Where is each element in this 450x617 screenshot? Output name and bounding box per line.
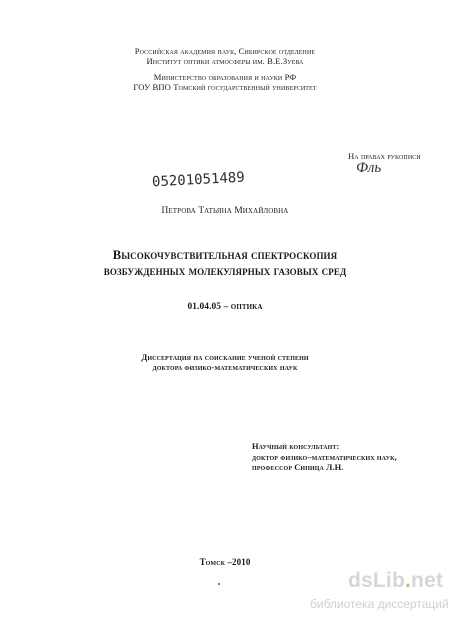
signature: Фль xyxy=(356,160,382,176)
header-line-institute: Институт оптики атмосферы им. В.Е.Зуева xyxy=(146,56,304,66)
author-name: Петрова Татьяна Михайловна xyxy=(161,206,289,216)
header-block xyxy=(0,46,450,92)
advisor-name: профессор Синица Л.Н. xyxy=(252,463,344,472)
title-line-2: возбужденных молекулярных газовых сред xyxy=(103,264,347,278)
degree-line-2: доктора физико-математических наук xyxy=(152,362,298,372)
advisor-block xyxy=(252,442,397,474)
city-year: Томск –2010 xyxy=(199,557,251,567)
degree-line-1: Диссертация на соискание ученой степени xyxy=(141,352,309,362)
manuscript-note: На правах рукописи xyxy=(348,151,421,161)
watermark-logo-main: dsLib xyxy=(348,569,405,592)
advisor-label: Научный консультант: xyxy=(252,442,340,451)
scan-speck xyxy=(218,583,220,585)
dissertation-title xyxy=(0,247,450,279)
specialty-code: 01.04.05 – оптика xyxy=(187,302,263,312)
watermark-subtitle: библиотека диссертаций xyxy=(310,597,449,611)
watermark-logo-dot: . xyxy=(405,569,412,592)
header-line-university: ГОУ ВПО Томский государственный университет xyxy=(133,82,317,92)
watermark-logo-tld: net xyxy=(411,569,444,592)
title-line-1: Высокочувствительная спектроскопия xyxy=(112,248,338,262)
advisor-degree: доктор физико–математических наук, xyxy=(252,452,397,462)
header-line-academy: Российская академия наук, Сибирское отделение xyxy=(134,46,316,56)
header-line-ministry: Министерство образования и науки РФ xyxy=(153,72,297,82)
registration-stamp: 05201051489 xyxy=(151,169,246,191)
degree-block xyxy=(0,352,450,372)
watermark-logo xyxy=(348,569,443,593)
